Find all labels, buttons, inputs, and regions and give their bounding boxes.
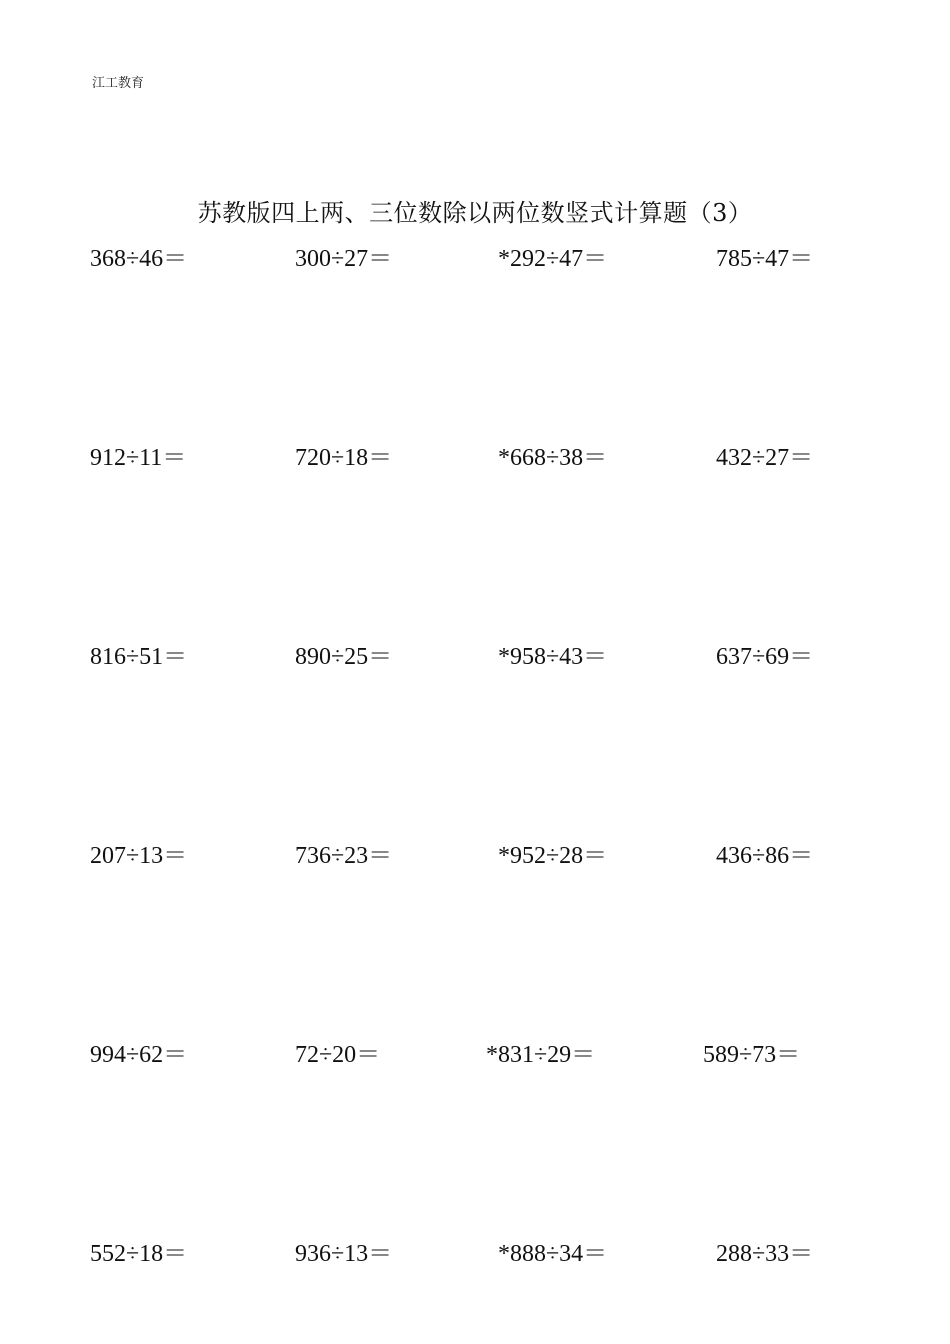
problem-item: *292÷47＝ xyxy=(498,246,608,272)
problem-item: 436÷86＝ xyxy=(716,843,814,869)
problem-item: 736÷23＝ xyxy=(295,843,393,869)
problem-item: 288÷33＝ xyxy=(716,1241,814,1267)
problem-item: 300÷27＝ xyxy=(295,246,393,272)
problem-item: 589÷73＝ xyxy=(703,1042,801,1068)
problem-item: 720÷18＝ xyxy=(295,445,393,471)
problem-item: *958÷43＝ xyxy=(498,644,608,670)
problem-item: 432÷27＝ xyxy=(716,445,814,471)
page-header: 江工教育 xyxy=(92,76,145,91)
problem-item: *952÷28＝ xyxy=(498,843,608,869)
problem-item: 816÷51＝ xyxy=(90,644,188,670)
problem-item: *668÷38＝ xyxy=(498,445,608,471)
problem-item: *888÷34＝ xyxy=(498,1241,608,1267)
problem-item: 912÷11＝ xyxy=(90,445,187,471)
problem-item: 72÷20＝ xyxy=(295,1042,381,1068)
problem-item: 368÷46＝ xyxy=(90,246,188,272)
problem-item: 994÷62＝ xyxy=(90,1042,188,1068)
problem-item: 890÷25＝ xyxy=(295,644,393,670)
problem-item: 552÷18＝ xyxy=(90,1241,188,1267)
problem-item: *831÷29＝ xyxy=(486,1042,596,1068)
problem-item: 785÷47＝ xyxy=(716,246,814,272)
page-title: 苏教版四上两、三位数除以两位数竖式计算题（3） xyxy=(197,199,753,227)
problem-item: 637÷69＝ xyxy=(716,644,814,670)
problem-item: 936÷13＝ xyxy=(295,1241,393,1267)
problem-item: 207÷13＝ xyxy=(90,843,188,869)
